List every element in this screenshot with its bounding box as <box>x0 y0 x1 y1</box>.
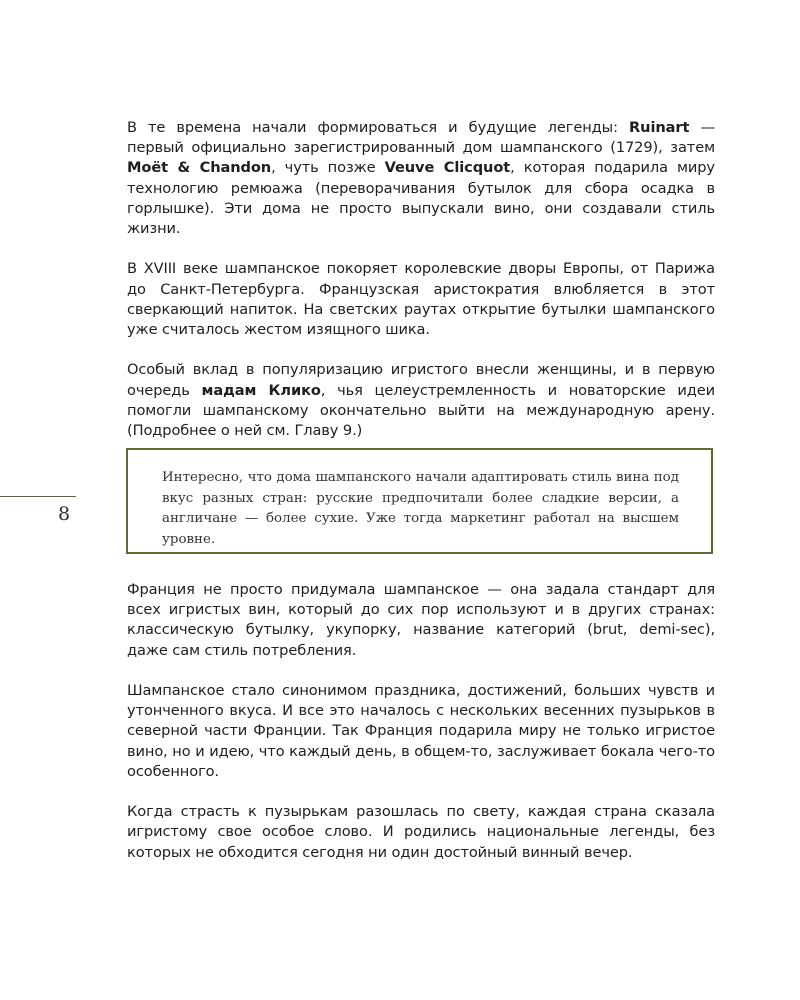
callout-text: Интересно, что дома шампанского начали адаптировать стиль вина под вкус разных стран: русские предпочитали более сладкие версии, а англичане — более сухие. Уже тогда маркетинг работал на высшем уровне. <box>162 470 679 547</box>
house-name-ruinart: Ruinart <box>629 119 690 136</box>
house-name-moet: Moët & Chandon <box>127 159 272 177</box>
page-number-rule <box>0 496 76 497</box>
page-number: 8 <box>58 503 71 525</box>
paragraph-france-standard: Франция не просто придумала шампанское — она задала стандарт для всех игристых вин, который до сих пор используют и в других странах: классическую бутылку, укупорку, название категорий (brut, demi-sec), даже сам стиль потребления. <box>127 581 715 659</box>
name-madame-clicquot: мадам Клико <box>201 381 321 399</box>
paragraph-eighteenth-century: В XVIII веке шампанское покоряет королевские дворы Европы, от Парижа до Санкт-Петербурга. Французская аристократия влюбляется в этот сверкающий напиток. На светских раутах открытие бутылки шампанского уже считалось жестом изящного шика. <box>127 260 715 339</box>
paragraph-champagne-houses: В те времена начали формироваться и будущие легенды: Ruinart — первый официально зарегистрированный дом шампанского (1729), затем Moët & Chandon, чуть позже Veuve Clicquot, которая подарила миру технологию ремюажа (переворачивания бутылок для сбора осадка в горлышке). Эти дома не просто выпускали вино, они создавали стиль жизни. <box>127 119 715 238</box>
main-text-top <box>127 118 715 461</box>
paragraph-women-contribution: Особый вклад в популяризацию игристого внесли женщины, и в первую очередь мадам Клико, чья целеустремленность и новаторские идеи помогли шампанскому окончательно выйти на международную арену. (Подробнее о ней см. Главу 9.) <box>127 361 715 440</box>
house-name-veuve-clicquot: Veuve Clicquot <box>384 159 511 177</box>
main-text-bottom <box>127 580 715 883</box>
paragraph-national-legends: Когда страсть к пузырькам разошлась по свету, каждая страна сказала игристому свое особое слово. И родились национальные легенды, без которых не обходится сегодня ни один достойный винный вечер. <box>127 803 715 861</box>
paragraph-celebration: Шампанское стало синонимом праздника, достижений, больших чувств и утонченного вкуса. И все это началось с нескольких весенних пузырьков в северной части Франции. Так Франция подарила миру не только игристое вино, но и идею, что каждый день, в общем-то, заслуживает бокала чего-то особенного. <box>127 682 715 780</box>
callout-box <box>126 448 713 554</box>
